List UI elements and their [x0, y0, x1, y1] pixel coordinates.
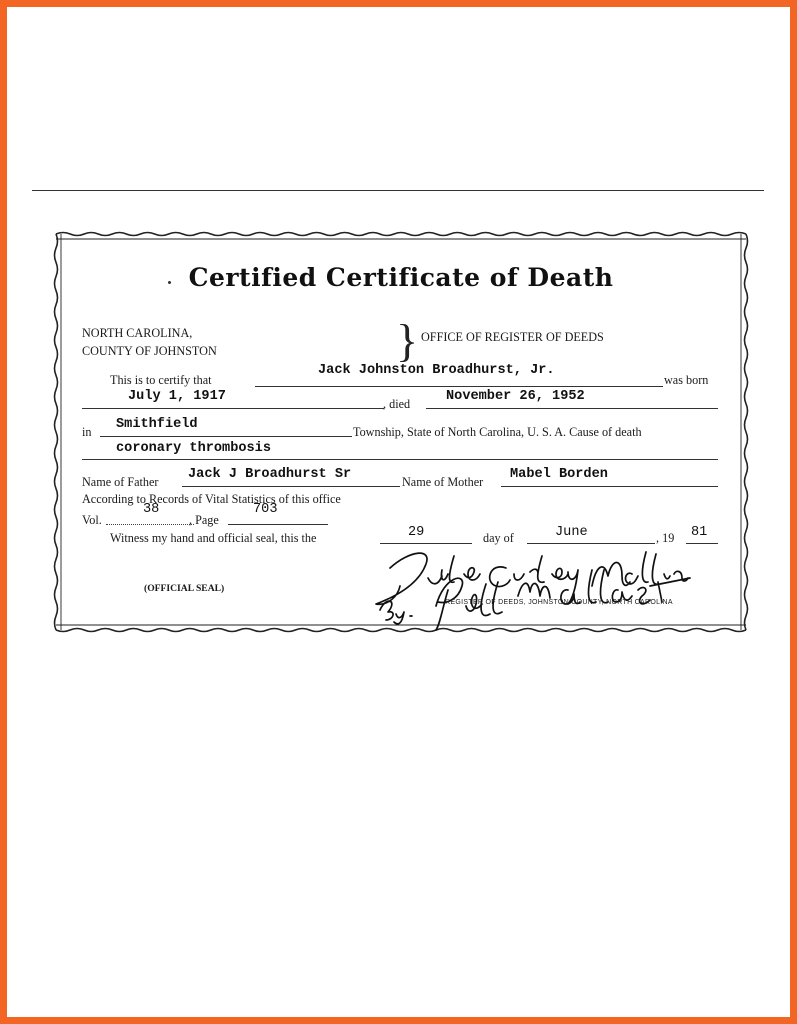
page-value: 703 — [253, 502, 278, 517]
township-line — [100, 436, 352, 437]
border-scroll — [56, 233, 746, 236]
year-line — [686, 543, 718, 544]
state-label: NORTH CAROLINA, — [82, 326, 193, 340]
stray-mark — [168, 281, 171, 284]
page-divider — [32, 190, 764, 191]
township-value: Smithfield — [116, 417, 198, 432]
mother-label: Name of Mother — [402, 475, 484, 489]
county-label: COUNTY OF JOHNSTON — [82, 344, 217, 358]
died-label: , died — [383, 397, 411, 411]
death-date: November 26, 1952 — [446, 389, 585, 404]
death-certificate — [50, 228, 752, 636]
vol-value: 38 — [143, 502, 160, 517]
father-line — [182, 486, 400, 487]
month-line — [527, 543, 655, 544]
death-date-line — [426, 408, 718, 409]
born-label: was born — [664, 373, 709, 387]
in-label: in — [82, 425, 92, 439]
day-line — [380, 543, 472, 544]
cause-line — [82, 459, 718, 460]
mother-name: Mabel Borden — [510, 467, 608, 482]
cause-of-death: coronary thrombosis — [116, 441, 271, 456]
official-seal-label: (OFFICIAL SEAL) — [144, 583, 225, 594]
deceased-name: Jack Johnston Broadhurst, Jr. — [318, 363, 555, 378]
border-scroll — [745, 234, 748, 630]
year-prefix: , 19 — [656, 531, 675, 545]
vol-label: Vol. — [82, 513, 102, 527]
records-statement: According to Records of Vital Statistics of this office — [82, 492, 341, 506]
day-value: 29 — [408, 525, 425, 540]
mother-line — [501, 486, 718, 487]
day-of-label: day of — [483, 531, 514, 545]
certificate-title: Certified Certificate of Death — [188, 263, 614, 292]
office-label: OFFICE OF REGISTER OF DEEDS — [421, 330, 604, 344]
certify-label: This is to certify that — [110, 373, 212, 387]
father-label: Name of Father — [82, 475, 159, 489]
birth-date-line — [82, 408, 384, 409]
father-name: Jack J Broadhurst Sr — [188, 467, 352, 482]
page-line — [228, 524, 328, 525]
name-line — [255, 386, 663, 387]
register-caption: REGISTER OF DEEDS, JOHNSTON COUNTY, NORTH CAROLINA — [445, 599, 673, 606]
witness-label: Witness my hand and official seal, this the — [110, 531, 317, 545]
brace-icon: } — [396, 315, 419, 366]
birth-date: July 1, 1917 — [128, 389, 226, 404]
year-suffix: 81 — [691, 525, 708, 540]
register-signature-image — [370, 546, 720, 631]
page-label: , Page — [189, 513, 219, 527]
border-scroll — [55, 234, 58, 630]
month-value: June — [555, 525, 588, 540]
township-label: Township, State of North Carolina, U. S. A. Cause of death — [353, 425, 642, 439]
vol-line — [106, 524, 194, 525]
